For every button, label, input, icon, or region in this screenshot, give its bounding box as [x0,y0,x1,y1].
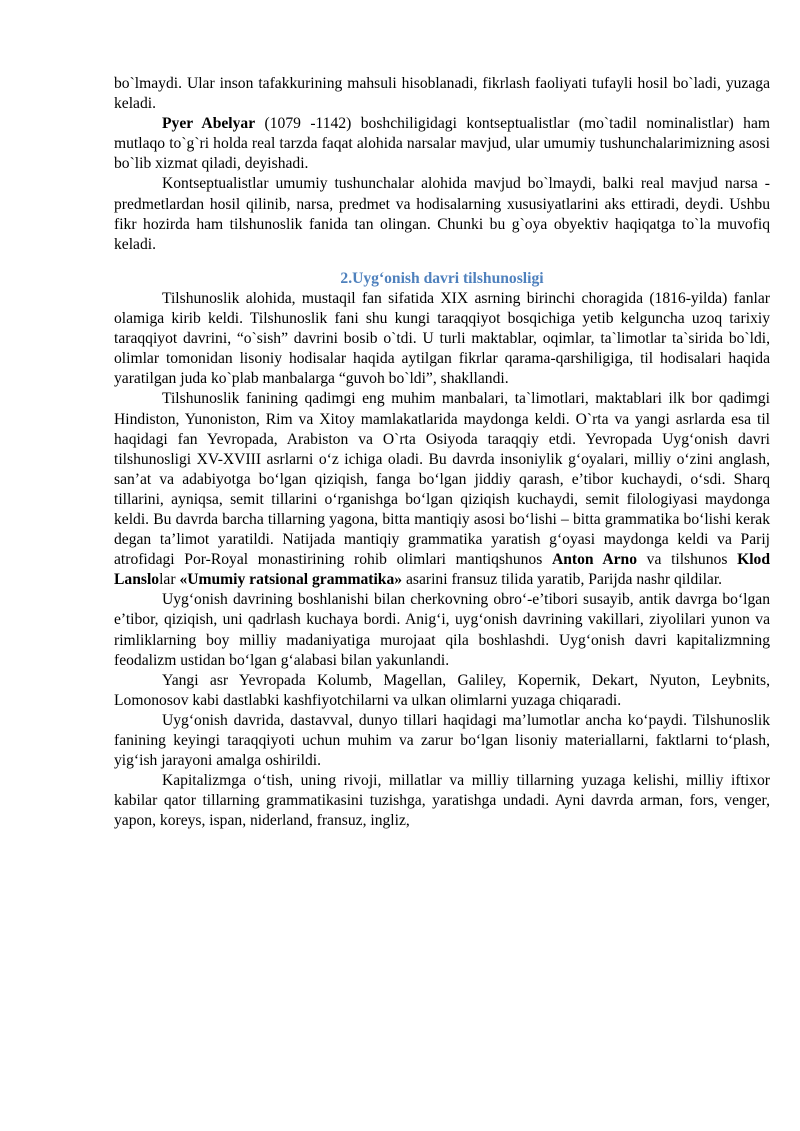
paragraph-9: Kapitalizmga o‘tish, uning rivoji, millatlar va milliy tillarning yuzaga kelishi, milliy iftixor kabilar qator tillarning grammatikasini tuzishga, yaratishga undadi. Ayni davrda arman, fors, venger, yapon, koreys, ispan, niderland, fransuz, ingliz, [114,772,770,830]
paragraph-2-text: (1079 -1142) boshchiligidagi kontseptualistlar (mo`tadil nominalistlar) ham mutlaqo to`g`ri holda real tarzda faqat alohida narsalar mavjud, ular umumiy tushunchalarimizning asosi bo`lib xizmat qiladi, deyishadi. [114,115,770,173]
paragraph-5-text-2: va tilshunos [637,551,738,569]
section-heading: 2.Uyg‘onish davri tilshunosligi [340,269,544,287]
paragraph-5-text-4: asarini fransuz tilida yaratib, Parijda nashr qildilar. [402,571,723,589]
paragraph-5 [114,389,770,590]
paragraph-7: Yangi asr Yevropada Kolumb, Magellan, Galiley, Kopernik, Dekart, Nyuton, Leybnits, Lomonosov kabi dastlabki kashfiyotchilarni va ulkan olimlarni yuzaga chiqaradi. [114,671,770,709]
person-name-arno: Anton Arno [551,551,638,569]
paragraph-8: Uyg‘onish davrida, dastavval, dunyo tillari haqidagi ma’lumotlar ancha ko‘paydi. Tilshunoslik fanining keyingi taraqqiyoti uchun muhim va zarur bo‘lgan lisoniy materiallarni, faktlarni to‘plash, yig‘ish jarayoni amalga oshirildi. [114,711,770,770]
paragraph-5-text-3: lar [159,571,180,589]
paragraph-5-text-1: Tilshunoslik fanining qadimgi eng muhim manbalari, ta`limotlari, maktablari ilk bor qadimgi Hindiston, Yunoniston, Rim va Xitoy mamlakatlarida maydonga keldi. O`rta va yangi asrlarda esa til haqidagi fan Yevropada, Arabiston va O`rta Osiyoda taraqqiy etdi. Yevropada Uyg‘onish davri tilshunosligi XV-XVIII asrlarni o‘z ichiga oladi. Bu davrda insoniylik g‘oyalari, milliy o‘zini anglash, san’at va adabiyotga bo‘lgan qiziqish, fanga bo‘lgan jiddiy qarash, e’tibor kuchaydi, o‘sdi. Sharq tillarini, ayniqsa, semit tillarini o‘rganishga bo‘lgan qiziqish kuchaydi, semit filologiyasi maydonga keldi. Bu davrda barcha tillarning yagona, bitta mantiqiy asosi bo‘lishi – bitta grammatika bo‘lishi kerak degan ta’limot yaratildi. Natijada mantiqiy grammatika yaratish g‘oyasi maydonga keldi va Parij atrofidagi Por-Royal monastirining rohib olimlari mantiqshunos [114,390,770,569]
paragraph-3: Kontseptualistlar umumiy tushunchalar alohida mavjud bo`lmaydi, balki real mavjud narsa - predmetlardan hosil qilinib, narsa, predmet va hodisalarning xususiyatlarini aks ettiradi, deydi. Ushbu fikr hozirda ham tilshunoslik fanida tan olingan. Chunki bu g`oya obyektiv haqiqatga to`la muvofiq keladi. [114,175,770,253]
book-title: «Umumiy ratsional grammatika» [179,571,403,589]
paragraph-6: Uyg‘onish davrining boshlanishi bilan cherkovning obro‘-e’tibori susayib, antik davrga bo‘lgan e’tibor, qiziqish, uni qadrlash kuchaya bordi. Anig‘i, uyg‘onish davrining vakillari, ziyolilari yunon va rimliklarning boy milliy madaniyatiga murojaat qila boshlashdi. Uyg‘onish davri kapitalizmning feodalizm ustidan bo‘lgan g‘alabasi bilan yakunlandi. [114,591,770,669]
document-page [114,74,770,831]
paragraph-1: bo`lmaydi. Ular inson tafakkurining mahsuli hisoblanadi, fikrlash faoliyati tufayli hosil bo`ladi, yuzaga keladi. [114,75,770,113]
person-name-lanslo: Klod Lanslo [114,551,770,589]
paragraph-2 [114,114,770,174]
paragraph-4: Tilshunoslik alohida, mustaqil fan sifatida XIX asrning birinchi choragida (1816-yilda) fanlar olamiga kirib keldi. Tilshunoslik fani shu kungi taraqqiyot bosqichiga yetib kelguncha uzoq tarixiy taraqqiyot davrini, “o`sish” davrini bosib o`tdi. U turli maktablar, oqimlar, ta`limotlar ta`sirida bo`ldi, olimlar tomonidan lisoniy hodisalar haqida aytilgan fikrlar qarama-qarshiligiga, til hodisalari haqida yaratilgan juda ko`plab manbalarga “guvoh bo`ldi”, shakllandi. [114,289,770,388]
person-name-abelyar: Pyer Abelyar [162,115,256,133]
